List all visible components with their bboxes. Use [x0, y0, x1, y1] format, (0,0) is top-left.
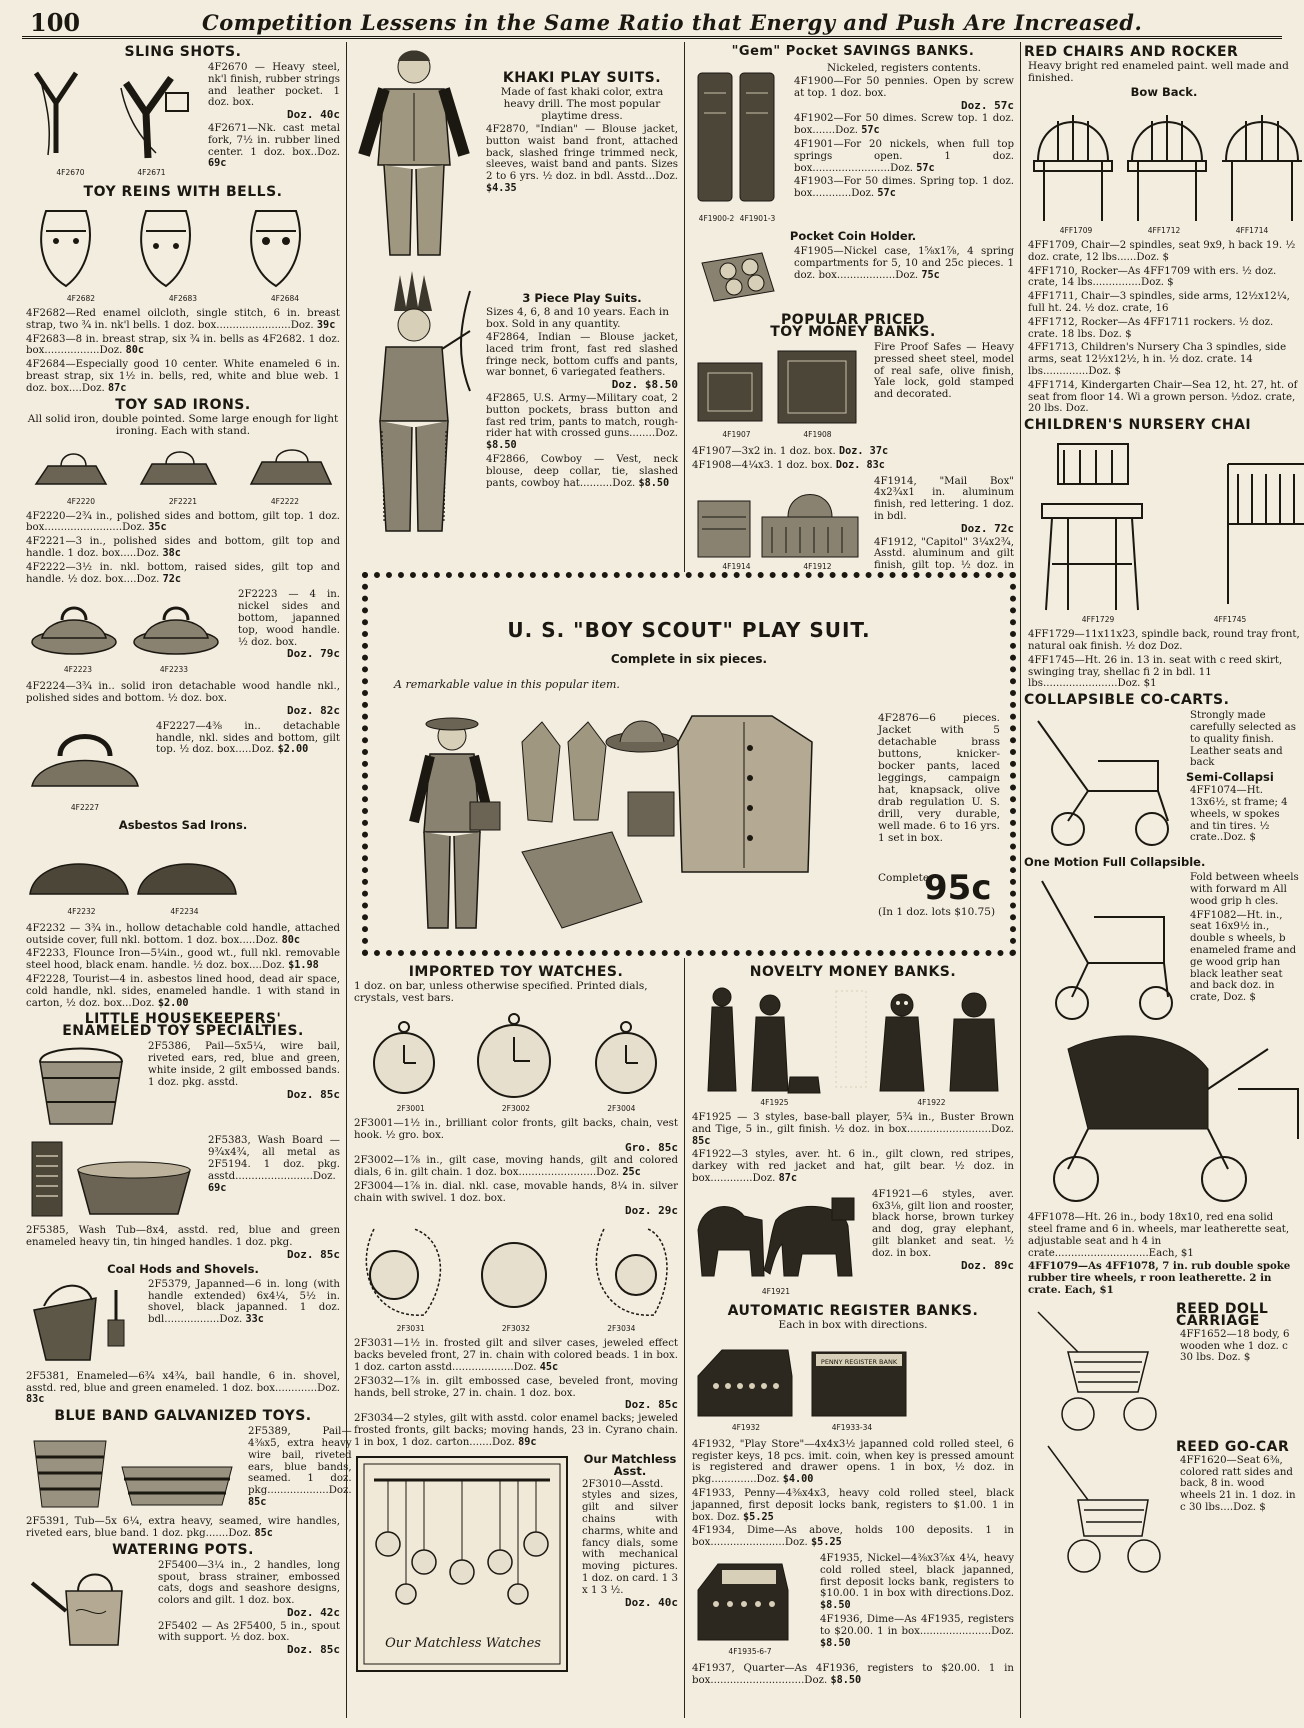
- catalog-item: 4F1912, "Capitol" 3¼x2¾, Asstd. aluminum and gilt finish, gilt top. ½ doz. in: [874, 536, 1014, 572]
- catalog-item: 4F1914, "Mail Box" 4x2¾x1 in. aluminum finish, red lettering. 1 doz. in bdl. Doz. 72c: [874, 475, 1014, 535]
- full-collapsible-cart-illustration: [1028, 873, 1178, 1023]
- boy-scout-play-suit-box: [362, 572, 1016, 956]
- galvanized-toys-section: [22, 1408, 352, 1540]
- figure-caption: 4F2671: [137, 168, 166, 177]
- reed-go-cart-section: [1024, 1437, 1304, 1579]
- scout-price-label: Complete.: [878, 872, 933, 884]
- catalog-item: 4FF1711, Chair—3 spindles, side arms, 12½x12¼, full ht. 24. ½ doz. crate, 16: [1028, 291, 1290, 314]
- figure-caption: 2F3032: [501, 1324, 531, 1334]
- section-subtitle: One Motion Full Collapsible.: [1024, 855, 1206, 870]
- section-subtitle: Our Matchless Asst.: [583, 1451, 677, 1478]
- catalog-item: 4FF1652—18 body, 6 wooden whe 1 doz. c 30 lbs. Doz. $: [1180, 1328, 1290, 1364]
- nursery-chairs-illustration: [1028, 434, 1300, 626]
- catalog-item: 4F1933, Penny—4⅜x4x3, heavy cold rolled steel, black japanned, first deposit locks bank, registers to $1.00. 1 in box. Doz. $5.25: [692, 1487, 1014, 1523]
- figure-caption: 4F1912: [803, 561, 832, 571]
- figure-caption: 2F3031: [396, 1324, 425, 1334]
- figure-caption: 4F1901-3: [739, 214, 776, 223]
- section-title: TOY REINS WITH BELLS.: [83, 184, 283, 200]
- catalog-item: 2F5385, Wash Tub—8x4, asstd. red, blue and green enameled heavy tin, tin hinged handles. 1 doz. pkg. Doz. 85c: [26, 1225, 340, 1261]
- pocket-coin-holder-section: [688, 230, 1018, 310]
- catalog-item: 4F2224—3¾ in.. solid iron detachable wood handle nkl., polished sides and bottom. ½ doz. box. Doz. 82c: [26, 681, 340, 717]
- catalog-item: 4FF1078—Ht. 26 in., body 18x10, red ena solid steel frame and 6 in. wheels, mar leatherette seat, adjustable seat and h 4 in crate.............................Each, $1: [1028, 1212, 1290, 1259]
- reed-go-cart-illustration: [1028, 1440, 1168, 1576]
- pocket-banks-illustration: [692, 63, 782, 225]
- scout-description: 4F2876—6 pieces. Jacket with 5 detachable brass buttons, knicker-bocker pants, laced leggings, campaign hat, knapsack, olive drab regulation U. S. drill, very durable, well made. 6 to 16 yrs. 1 set in box.: [878, 712, 1000, 844]
- register-banks-section: [688, 1302, 1018, 1687]
- section-intro: All solid iron, double pointed. Some large enough for light ironing. Each with stand.: [27, 412, 339, 437]
- asbestos-irons-illustration: [26, 836, 240, 918]
- toy-safes-illustration: [692, 343, 862, 441]
- catalog-item: 4F2220—2¾ in., polished sides and bottom, gilt top. 1 doz. box........................Doz. 35c: [26, 510, 340, 534]
- catalog-item: 2F3032—1⅞ in. gilt embossed case, beveled front, moving hands, bell stroke, 27 in. chain. 1 doz. box. Doz. 85c: [354, 1375, 678, 1412]
- running-head: Competition Lessens in the Same Ratio that Energy and Push Are Increased.: [202, 10, 1143, 35]
- section-title: ENAMELED TOY SPECIALTIES.: [62, 1023, 304, 1040]
- scout-note: A remarkable value in this popular item.: [394, 678, 620, 691]
- section-title: IMPORTED TOY WATCHES.: [408, 964, 624, 980]
- figure-caption: 4F1908: [803, 430, 832, 439]
- register-bank-illustration: [692, 1554, 808, 1658]
- wash-board-and-tub-illustration: [26, 1136, 196, 1220]
- figure-caption: 4F1933-34: [831, 1422, 873, 1432]
- figure-caption: 4FF1745: [1213, 615, 1247, 625]
- figure-caption: 4F2227: [70, 802, 100, 812]
- section-intro: 1 doz. on bar, unless otherwise specified. Printed dials, crystals, vest bars.: [354, 980, 648, 1004]
- catalog-item: 4FF1620—Seat 6⅜, colored ratt sides and back, 8 in. wood wheels 21 in. 1 doz. in c 30 lbs....Doz. $: [1180, 1454, 1296, 1513]
- catalog-item: 4F1932, "Play Store"—4x4x3½ japanned cold rolled steel, 6 register keys, 18 pcs. imit. coin, when key is pressed amount is registered and drawer opens. 1 in box, ½ doz. in pkg..............Doz. $4.00: [692, 1438, 1014, 1486]
- section-title: NOVELTY MONEY BANKS.: [749, 964, 957, 980]
- catalog-item: 4F2870, "Indian" — Blouse jacket, button waist band front, attached back, slashed fringe trimmed neck, sleeves, waist band and pants. Sizes 2 to 6 yrs. ½ doz. in bdl. Asstd...Doz. $4.35: [486, 124, 678, 194]
- coal-hods-section: [22, 1263, 344, 1406]
- toy-money-banks-section: [688, 314, 1018, 598]
- figure-caption: 4F1907: [722, 430, 751, 439]
- scout-title: U. S. "BOY SCOUT" PLAY SUIT.: [507, 618, 871, 642]
- catalog-item: 4F2233, Flounce Iron—5¼in., good wt., full nkl. removable steel hood, black enam. handle. ½ doz. box....Doz. $1.98: [26, 948, 340, 972]
- section-subtitle: Asbestos Sad Irons.: [118, 817, 248, 832]
- catalog-item: 2F3031—1½ in. frosted gilt and silver cases, jeweled effect backs beveled front, 27 in. chain with colored beads. 1 in box. 1 doz. carton asstd...................Doz. 45c: [354, 1338, 678, 1373]
- section-title: WATERING POTS.: [112, 1541, 254, 1558]
- watering-pots-section: [22, 1541, 344, 1658]
- column-2-bottom: [350, 962, 682, 1718]
- catalog-item: 4F2222—3½ in. nkl. bottom, raised sides, gilt top and handle. ½ doz. box....Doz. 72c: [26, 561, 340, 585]
- catalog-item: 4FF1082—Ht. in., seat 16x9½ in., double s wheels, b enameled frame and ge wood grip han black leather seat and back doz. in crate, Doz. $: [1190, 909, 1297, 1004]
- figure-caption: 4F1925: [760, 1098, 789, 1107]
- column-rule: [684, 42, 685, 572]
- sad-irons-illustration: [26, 590, 226, 676]
- column-3-top: [688, 42, 1018, 572]
- catalog-item: 4F1905—Nickel case, 1⅝x1⅞, 4 spring compartments for 5, 10 and 25c pieces. 1 doz. box..................Doz. 75c: [794, 246, 1014, 281]
- catalog-item: Fire Proof Safes — Heavy pressed sheet steel, model of real safe, olive finish, Yale lock, gold stamped and decorated.: [874, 342, 1014, 401]
- nursery-chairs-section: [1024, 419, 1304, 690]
- section-intro: Nickeled, registers contents.: [827, 62, 981, 74]
- catalog-item: 4F1925 — 3 styles, base-ball player, 5¾ in., Buster Brown and Tige, 5 in., gilt finish. ½ doz. in box..........................Doz. 85c: [692, 1112, 1014, 1147]
- catalog-item: 2F5391, Tub—5x 6¼, extra heavy, seamed, wire handles, riveted ears, blue band. 1 doz. pkg.......Doz. 85c: [26, 1516, 340, 1539]
- catalog-item: 4FF1079—As 4FF1078, 7 in. rub double spoke rubber tire wheels, r roon leatherette. 2 in crate. Each, $1: [1028, 1260, 1291, 1296]
- figure-caption: 4F2233: [159, 665, 189, 675]
- figure-caption: 4FF1709: [1059, 226, 1093, 235]
- catalog-item: 2F5402 — As 2F5400, 5 in., spout with support. ½ doz. box. Doz. 85c: [158, 1620, 340, 1657]
- section-title: CHILDREN'S NURSERY CHAI: [1024, 417, 1252, 434]
- figure-caption: 4F1922: [917, 1098, 946, 1107]
- section-subtitle: Semi-Collapsi: [1186, 770, 1274, 785]
- catalog-item: 4F2866, Cowboy — Vest, neck blouse, deep collar, tie, slashed pants, cowboy hat..........Doz. $8.50: [486, 453, 678, 489]
- figure-caption: 4F2223: [63, 665, 93, 675]
- page-header: [22, 6, 1282, 39]
- bow-back-chairs-illustration: [1028, 101, 1300, 237]
- figure-caption: 4FF1729: [1081, 615, 1115, 625]
- figure-caption: 4F1921: [761, 1286, 791, 1296]
- figure-caption: 4F2220: [66, 496, 96, 506]
- novelty-banks-figures-illustration: [692, 981, 1014, 1109]
- figure-caption: 4F1914: [722, 561, 751, 571]
- section-intro: Each in box with directions.: [778, 1318, 928, 1331]
- animal-banks-illustration: [692, 1190, 860, 1298]
- figure-caption: 4F1935-6-7: [728, 1646, 772, 1656]
- section-title: "Gem" Pocket SAVINGS BANKS.: [731, 44, 975, 59]
- catalog-item: 2F5400—3¼ in., 2 handles, long spout, brass strainer, embossed cats, dogs and seashore designs, colors and gilt. 1 doz. box. Doz. 42c: [158, 1559, 340, 1619]
- section-title: RED CHAIRS AND ROCKER: [1024, 44, 1239, 60]
- section-title: KHAKI PLAY SUITS.: [502, 70, 662, 86]
- catalog-item: 2F3034—2 styles, gilt with asstd. color enamel backs; jeweled frosted fronts, gilt backs; moving hands, 23 in. Cyrano chain. 1 in box, 1 doz. carton.......Doz. 89c: [354, 1413, 678, 1448]
- indian-suit-boy-illustration: [354, 271, 474, 541]
- section-intro: Made of fast khaki color, extra heavy drill. The most popular playtime dress.: [500, 86, 664, 122]
- figure-caption: 4F2682: [66, 294, 96, 303]
- figure-caption: 4F2683: [168, 294, 198, 303]
- catalog-item: 4F1922—3 styles, aver. ht. 6 in., gilt clown, red stripes, darkey with red jacket and hat, gilt bear. ½ doz. in box.............Doz. 87c: [692, 1149, 1014, 1184]
- column-rule: [684, 958, 685, 1718]
- catalog-item: 4F1903—For 50 dimes. Spring top. 1 doz. box............Doz. 57c: [794, 176, 1014, 200]
- section-subtitle: Pocket Coin Holder.: [789, 229, 917, 243]
- scout-suit-illustration: [392, 702, 862, 942]
- section-title: REED GO-CAR: [1176, 1438, 1290, 1455]
- co-carts-section: [1024, 694, 1304, 1297]
- figure-caption: 4F2232: [67, 906, 96, 916]
- section-title: SLING SHOTS.: [124, 44, 242, 60]
- figure-caption: 4F1932: [731, 1422, 761, 1432]
- catalog-item: 4FF1712, Rocker—As 4FF1711 rockers. ½ doz. crate. 18 lbs. Doz. $: [1028, 316, 1274, 340]
- section-subtitle: Bow Back.: [1130, 85, 1198, 99]
- card-caption: Our Matchless Watches: [385, 1635, 541, 1651]
- catalog-item: 2F3002—1⅞ in., gilt case, moving hands, gilt and colored dials, 6 in. gilt chain. 1 doz. box........................Doz. 25c: [354, 1155, 678, 1179]
- figure-caption: 2F2221: [168, 496, 198, 506]
- coal-hod-illustration: [26, 1280, 136, 1366]
- catalog-item: 4F2683—8 in. breast strap, six ¾ in. bells as 4F2682. 1 doz. box.................Doz. 80c: [26, 333, 340, 357]
- section-title: LITTLE HOUSEKEEPERS': [84, 1011, 282, 1028]
- toy-watches-illustration: [354, 1007, 678, 1115]
- catalog-item: 2F5379, Japanned—6 in. long (with handle extended) 6x4¼, 5½ in. shovel, black japanned. 1 doz. bdl.................Doz. 33c: [148, 1278, 340, 1326]
- section-title: BLUE BAND GALVANIZED TOYS.: [54, 1408, 312, 1425]
- catalog-item: 4F2864, Indian — Blouse jacket, laced trim front, fast red slashed fringe neck, bottom cuffs and pants, war bonnet, 6 variegated feathers. Doz. $8.50: [486, 332, 678, 392]
- toy-watches-section: [350, 966, 682, 1677]
- catalog-item: 4FF1710, Rocker—As 4FF1709 with ers. ½ doz. crate, 14 lbs...............Doz. $: [1028, 265, 1277, 289]
- catalog-item: 4F1907—3x2 in. 1 doz. box. Doz. 37c: [692, 446, 889, 457]
- catalog-item: 4F2221—3 in., polished sides and bottom, gilt top and handle. 1 doz. box.....Doz. 38c: [26, 536, 340, 559]
- catalog-item: 4F1937, Quarter—As 4F1936, registers to $20.00. 1 in box.............................Doz. $8.50: [692, 1662, 1014, 1686]
- column-4: [1024, 42, 1304, 1722]
- section-intro: Heavy bright red enameled paint. well made and finished.: [1028, 60, 1289, 84]
- column-3-bottom: [688, 962, 1018, 1718]
- catalog-item: 4FF1074—Ht. 13x6½, st frame; 4 wheels, w spokes and tin tires. ½ crate..Doz. $: [1190, 785, 1288, 844]
- catalog-item: 2F5383, Wash Board — 9¾x4¾, all metal as 2F5194. 1 doz. pkg. asstd........................Doz. 69c: [208, 1135, 340, 1194]
- hooded-co-cart-illustration: [1028, 1029, 1300, 1209]
- coin-holder-illustration: [692, 247, 782, 307]
- catalog-item: Strongly made carefully selected as to quality finish. Leather seats and back: [1190, 710, 1296, 769]
- gem-savings-banks-section: [688, 46, 1018, 228]
- catalog-item: 2F5381, Enameled—6¾ x4¾, bail handle, 6 in. shovel, asstd. red, blue and green enameled. 1 doz. box.............Doz. 83c: [26, 1370, 340, 1406]
- section-title: AUTOMATIC REGISTER BANKS.: [727, 1302, 979, 1319]
- figure-caption: 2F3001: [396, 1104, 425, 1113]
- section-title: REED DOLL CARRIAGE: [1176, 1300, 1269, 1329]
- catalog-item: 4F1908—4¼x3. 1 doz. box. Doz. 83c: [692, 459, 885, 471]
- watering-pot-illustration: [26, 1561, 146, 1655]
- sad-irons-illustration: [26, 440, 340, 508]
- catalog-item: 4F2684—Especially good 10 center. White enameled 6 in. breast strap, six 1½ in. bells, red, white and blue web. 1 doz. box....Doz. 87c: [26, 359, 340, 394]
- register-card-text: PENNY REGISTER BANK: [820, 1357, 898, 1366]
- catalog-item: 4F1900—For 50 pennies. Open by screw at top. 1 doz. box. Doz. 57c: [794, 76, 1014, 112]
- figure-caption: 2F3034: [607, 1324, 636, 1334]
- figure-caption: 4F2234: [170, 906, 199, 916]
- red-chairs-section: [1024, 46, 1304, 415]
- toy-reins-section: [22, 186, 344, 395]
- sling-shots-section: [22, 46, 344, 182]
- scout-lot-price: (In 1 doz. lots $10.75): [878, 906, 996, 918]
- section-subtitle: 3 Piece Play Suits.: [522, 291, 642, 305]
- reed-carriage-illustration: [1028, 1302, 1168, 1434]
- three-piece-play-suits-section: [350, 268, 682, 544]
- toy-sad-irons-section: [22, 396, 344, 817]
- jeweled-watches-illustration: [354, 1219, 678, 1335]
- column-rule: [1020, 42, 1021, 1718]
- semi-collapsible-cart-illustration: [1028, 711, 1178, 851]
- sling-shot-illustration: [26, 63, 196, 179]
- catalog-item: 2F3004—1⅞ in. dial. nkl. case, movable hands, 8¼ in. silver chain with swivel. 1 doz. box. Doz. 29c: [354, 1180, 678, 1217]
- catalog-item: 4F2865, U.S. Army—Military coat, 2 button pockets, brass button and fast red trim, pants to match, rough-rider hat with crossed guns........Doz. $8.50: [486, 392, 678, 452]
- khaki-suit-boy-illustration: [354, 45, 474, 265]
- catalog-item: 2F5386, Pail—5x5¼, wire bail, riveted ears, red, blue and green, white inside, 2 gilt embossed bands. 1 doz. pkg. asstd. Doz. 85c: [148, 1041, 340, 1101]
- pail-illustration: [26, 1042, 136, 1130]
- section-title: POPULAR PRICED: [781, 312, 925, 328]
- catalog-item: 4F2228, Tourist—4 in. asbestos lined hood, dead air space, cold handle, nkl. sides, enameled handle. 1 with stand in carton, ½ doz. box...Doz. $2.00: [26, 973, 340, 1009]
- catalog-item: 4F2682—Red enamel oilcloth, single stitch, 6 in. breast strap, two ¾ in. nk'l bells. 1 doz. box.......................Doz. 39c: [26, 308, 340, 331]
- catalog-item: Fold between wheels with forward m All wood grip h cles.: [1190, 872, 1299, 907]
- page-number: 100: [30, 8, 81, 37]
- catalog-item: 4FF1729—11x11x23, spindle back, round tray front, natural oak finish. ½ doz Doz.: [1028, 629, 1300, 652]
- catalog-item: 4F1936, Dime—As 4F1935, registers to $20.00. 1 in box......................Doz. $8.50: [820, 1613, 1014, 1649]
- asbestos-sad-irons-section: [22, 819, 344, 1010]
- figure-caption: 4FF1714: [1235, 226, 1269, 235]
- catalog-item: 4F2671—Nk. cast metal fork, 7½ in. rubber lined center. 1 doz. box..Doz. 69c: [208, 122, 340, 170]
- catalog-item: 4F1935, Nickel—4⅜x3⅞x 4¼, heavy cold rolled steel, black japanned, first deposit locks bank, registers to $10.00. 1 in box with directions.Doz. $8.50: [820, 1552, 1014, 1612]
- catalog-item: 2F3001—1½ in., brilliant color fronts, gilt backs, chain, vest hook. ½ gro. box. Gro. 85c: [354, 1118, 678, 1154]
- section-title: TOY SAD IRONS.: [115, 396, 251, 413]
- toy-reins-illustration: [26, 201, 340, 305]
- catalog-item: 4F1934, Dime—As above, holds 100 deposits. 1 in box.......................Doz. $5.25: [692, 1525, 1014, 1549]
- catalog-item: 4FF1714, Kindergarten Chair—Sea 12, ht. 27, ht. of seat from floor 14. Wi a grown person. ½doz. crate, 20 lbs. Doz.: [1028, 379, 1298, 415]
- catalog-item: 4F2227—4⅜ in.. detachable handle, nkl. sides and bottom, gilt top. ½ doz. box.....Doz. $2.00: [156, 720, 340, 756]
- housekeepers-section: [22, 1013, 344, 1260]
- reed-doll-carriage-section: [1024, 1299, 1304, 1437]
- column-2-top: [350, 42, 682, 568]
- catalog-item: 4F1901—For 20 nickels, when full top springs open. 1 doz. box........................Doz. 57c: [794, 138, 1014, 174]
- catalog-item: 4F1902—For 50 dimes. Screw top. 1 doz. box.......Doz. 57c: [794, 113, 1014, 137]
- catalog-item: 4FF1745—Ht. 26 in. 13 in. seat with c reed skirt, swinging tray, shellac fi 2 in bdl. 11 lbs.......................Doz. $1: [1028, 654, 1283, 690]
- khaki-play-suits-section: [350, 42, 682, 268]
- catalog-item: 4FF1713, Children's Nursery Cha 3 spindles, side arms, seat 12½x12½, h in. ½ doz. crate. 14 lbs..............Doz. $: [1028, 342, 1287, 377]
- section-title: COLLAPSIBLE CO-CARTS.: [1024, 692, 1230, 709]
- section-subtitle: Coal Hods and Shovels.: [107, 1261, 259, 1276]
- catalog-item: 4F2670 — Heavy steel, nk'l finish, rubber strings and leather pocket. 1 doz. box. Doz. 40c: [208, 62, 340, 122]
- catalog-item: 4F2232 — 3¾ in., hollow detachable cold handle, attached outside cover, full nkl. bottom. 1 doz. box.....Doz. 80c: [26, 922, 340, 946]
- catalog-item: 2F5389, Pail—4⅜x5, extra heavy wire bail, riveted ears, blue bands, seamed. 1 doz. pkg...................Doz. 85c: [248, 1426, 352, 1508]
- figure-caption: 4F2684: [270, 294, 300, 303]
- figure-caption: 4F2222: [270, 496, 300, 506]
- figure-caption: 4FF1712: [1147, 226, 1181, 235]
- matchless-watches-card: [354, 1454, 570, 1674]
- figure-caption: 2F3002: [501, 1104, 531, 1113]
- catalog-item: 2F3010—Asstd. styles and sizes, gilt and silver chains with charms, white and fancy dials, some with mechanical moving pictures. 1 doz. on card. 1 3 x 1 3 ½. Doz. 40c: [582, 1478, 679, 1609]
- figure-caption: 4F2670: [56, 168, 85, 177]
- section-intro: Sizes 4, 6, 8 and 10 years. Each in box. Sold in any quantity.: [486, 306, 670, 330]
- novelty-money-banks-section: [688, 966, 1018, 1301]
- figure-caption: 2F3004: [607, 1104, 636, 1113]
- section-title: TOY MONEY BANKS.: [770, 324, 936, 340]
- register-banks-illustration: [692, 1336, 912, 1434]
- catalog-item: 2F2223 — 4 in. nickel sides and bottom, japanned top, wood handle. ½ doz. box. Doz. 79c: [238, 589, 340, 661]
- column-1: [22, 42, 352, 1722]
- scout-price: 95c: [924, 868, 992, 908]
- figure-caption: 4F1900-2: [698, 214, 735, 223]
- catalog-item: 4FF1709, Chair—2 spindles, seat 9x9, h back 19. ½ doz. crate, 12 lbs......Doz. $: [1028, 240, 1296, 263]
- scout-subtitle: Complete in six pieces.: [610, 652, 768, 666]
- catalog-item: 4F1921—6 styles, aver. 6x3⅛, gilt lion and rooster, black horse, brown turkey and dog, gray elephant, gilt blanket and seat. ½ doz. in box. Doz. 89c: [872, 1188, 1014, 1272]
- galvanized-pail-tub-illustration: [26, 1427, 236, 1511]
- sad-iron-illustration: [26, 722, 144, 814]
